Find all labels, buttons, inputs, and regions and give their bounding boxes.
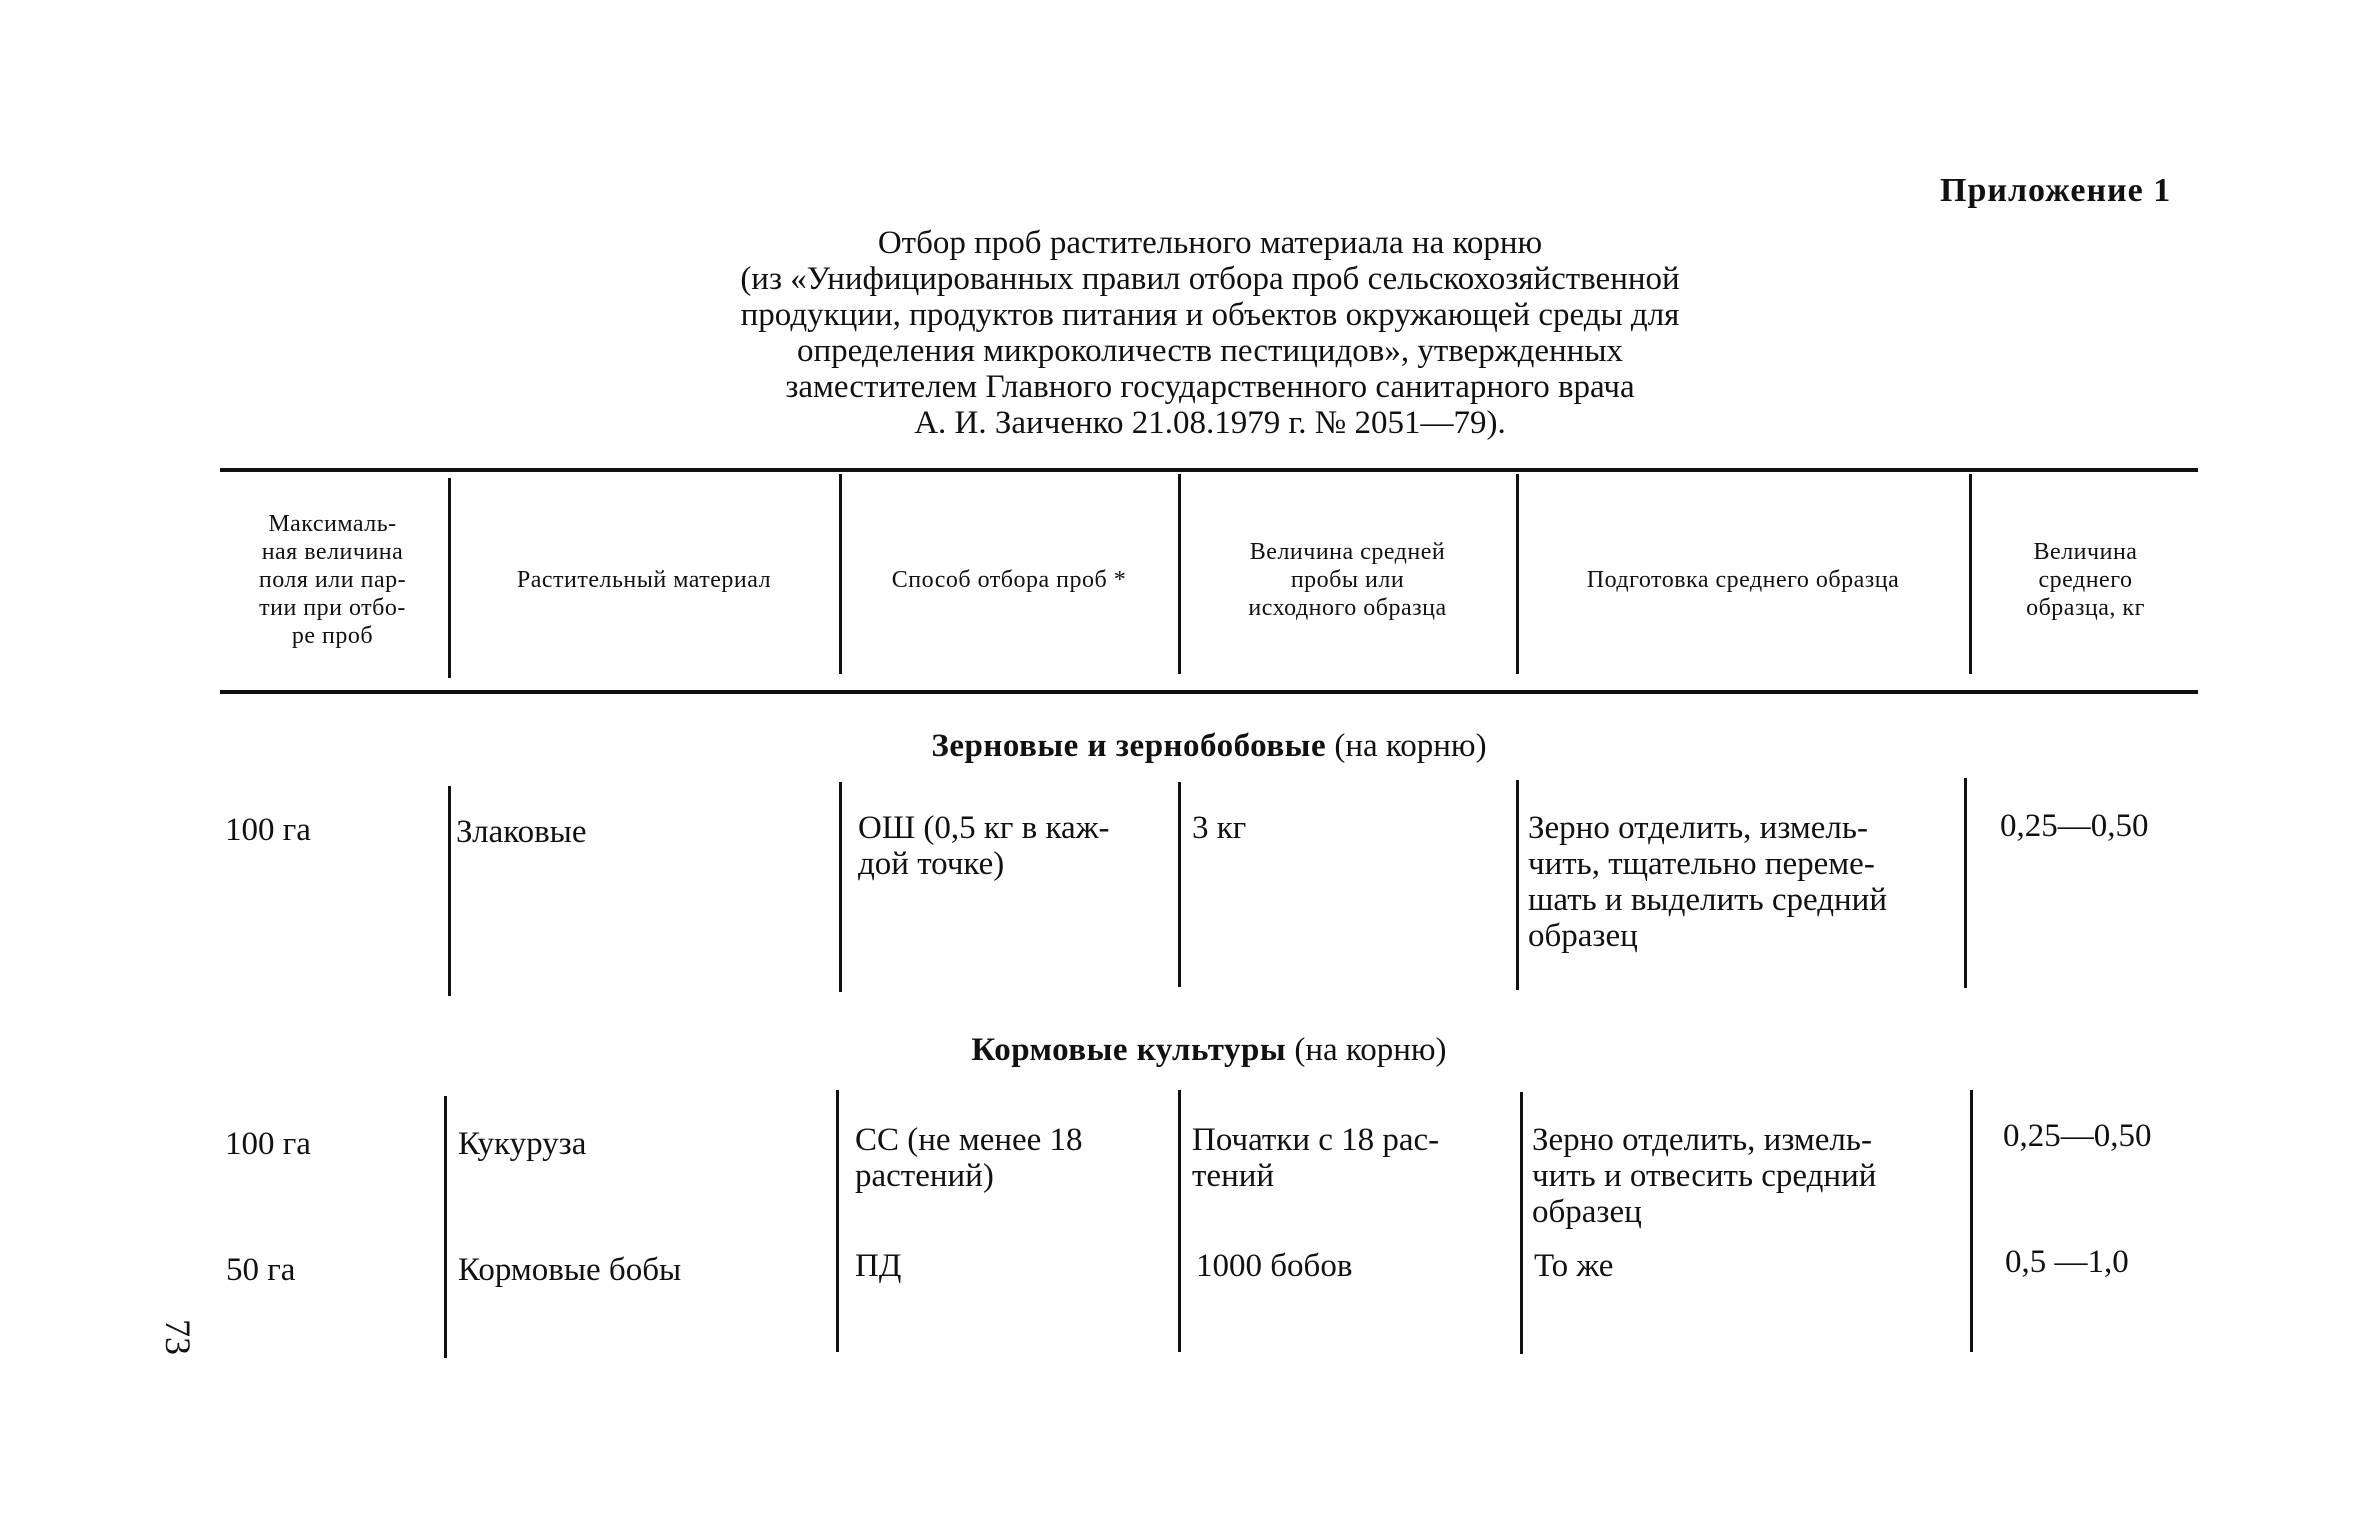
table-top-rule xyxy=(220,468,2198,472)
row-method: ПД xyxy=(855,1248,902,1284)
row-area: 100 га xyxy=(225,812,311,848)
row-divider xyxy=(1178,782,1181,987)
header-divider xyxy=(448,478,451,678)
header-sampling-method: Способ отбора проб * xyxy=(891,567,1127,593)
section-title-bold: Кормовые культуры xyxy=(971,1032,1287,1068)
header-divider xyxy=(1178,474,1181,674)
header-sample-mass: Величина среднего образца, кг xyxy=(2026,539,2145,621)
appendix-label: Приложение 1 xyxy=(1940,172,2172,209)
page-number: 73 xyxy=(158,1319,198,1355)
row-method: ОШ (0,5 кг в каж- дой точке) xyxy=(858,810,1110,882)
row-divider xyxy=(1964,778,1967,988)
title-line: (из «Унифицированных правил отбора проб сельскохозяйственной xyxy=(740,261,1680,297)
row-mass: 0,25—0,50 xyxy=(2000,808,2149,844)
section-title-bold: Зерновые и зернобобовые xyxy=(931,728,1327,764)
row-sample: 1000 бобов xyxy=(1196,1248,1353,1284)
row-mass: 0,25—0,50 xyxy=(2003,1118,2152,1154)
row-preparation: Зерно отделить, измель- чить, тщательно переме- шать и выделить средний образец xyxy=(1528,810,1888,954)
row-divider xyxy=(444,1096,447,1358)
header-plant-material: Растительный материал xyxy=(516,567,772,593)
header-divider xyxy=(839,474,842,674)
row-material: Злаковые xyxy=(456,814,587,850)
row-material: Кормовые бобы xyxy=(458,1252,682,1288)
row-sample: Початки с 18 рас- тений xyxy=(1192,1122,1440,1194)
title-line: определения микроколичеств пестицидов», утвержденных xyxy=(797,333,1623,369)
header-divider xyxy=(1516,474,1519,674)
section-title-rest: (на корню) xyxy=(1286,1032,1447,1068)
title-line: заместителем Главного государственного санитарного врача xyxy=(785,369,1635,405)
row-divider xyxy=(1520,1092,1523,1354)
row-divider xyxy=(448,786,451,996)
header-sample-size: Величина средней пробы или исходного образца xyxy=(1248,539,1447,621)
row-area: 100 га xyxy=(225,1126,311,1162)
row-material: Кукуруза xyxy=(458,1126,587,1162)
section-title xyxy=(220,728,2198,765)
row-area: 50 га xyxy=(226,1252,296,1288)
row-sample: 3 кг xyxy=(1192,810,1247,846)
header-divider xyxy=(1969,474,1972,674)
row-divider xyxy=(1516,780,1519,990)
document-title xyxy=(560,225,1860,441)
row-preparation: То же xyxy=(1534,1248,1614,1284)
row-divider xyxy=(836,1090,839,1352)
title-line: Отбор проб растительного материала на корню xyxy=(877,225,1543,261)
row-divider xyxy=(839,782,842,992)
row-preparation: Зерно отделить, измель- чить и отвесить средний образец xyxy=(1532,1122,1877,1230)
section-title xyxy=(220,1032,2198,1069)
row-divider xyxy=(1970,1090,1973,1352)
header-preparation: Подготовка среднего образца xyxy=(1586,567,1900,593)
title-line: А. И. Заиченко 21.08.1979 г. № 2051—79). xyxy=(914,405,1506,441)
header-field-size: Максималь- ная величина поля или пар- тии при отбо- ре проб xyxy=(258,511,407,649)
row-method: СС (не менее 18 растений) xyxy=(855,1122,1083,1194)
row-mass: 0,5 —1,0 xyxy=(2005,1244,2129,1280)
title-line: продукции, продуктов питания и объектов окружающей среды для xyxy=(740,297,1680,333)
section-title-rest: (на корню) xyxy=(1326,728,1487,764)
table-header-rule xyxy=(220,690,2198,694)
row-divider xyxy=(1178,1090,1181,1352)
